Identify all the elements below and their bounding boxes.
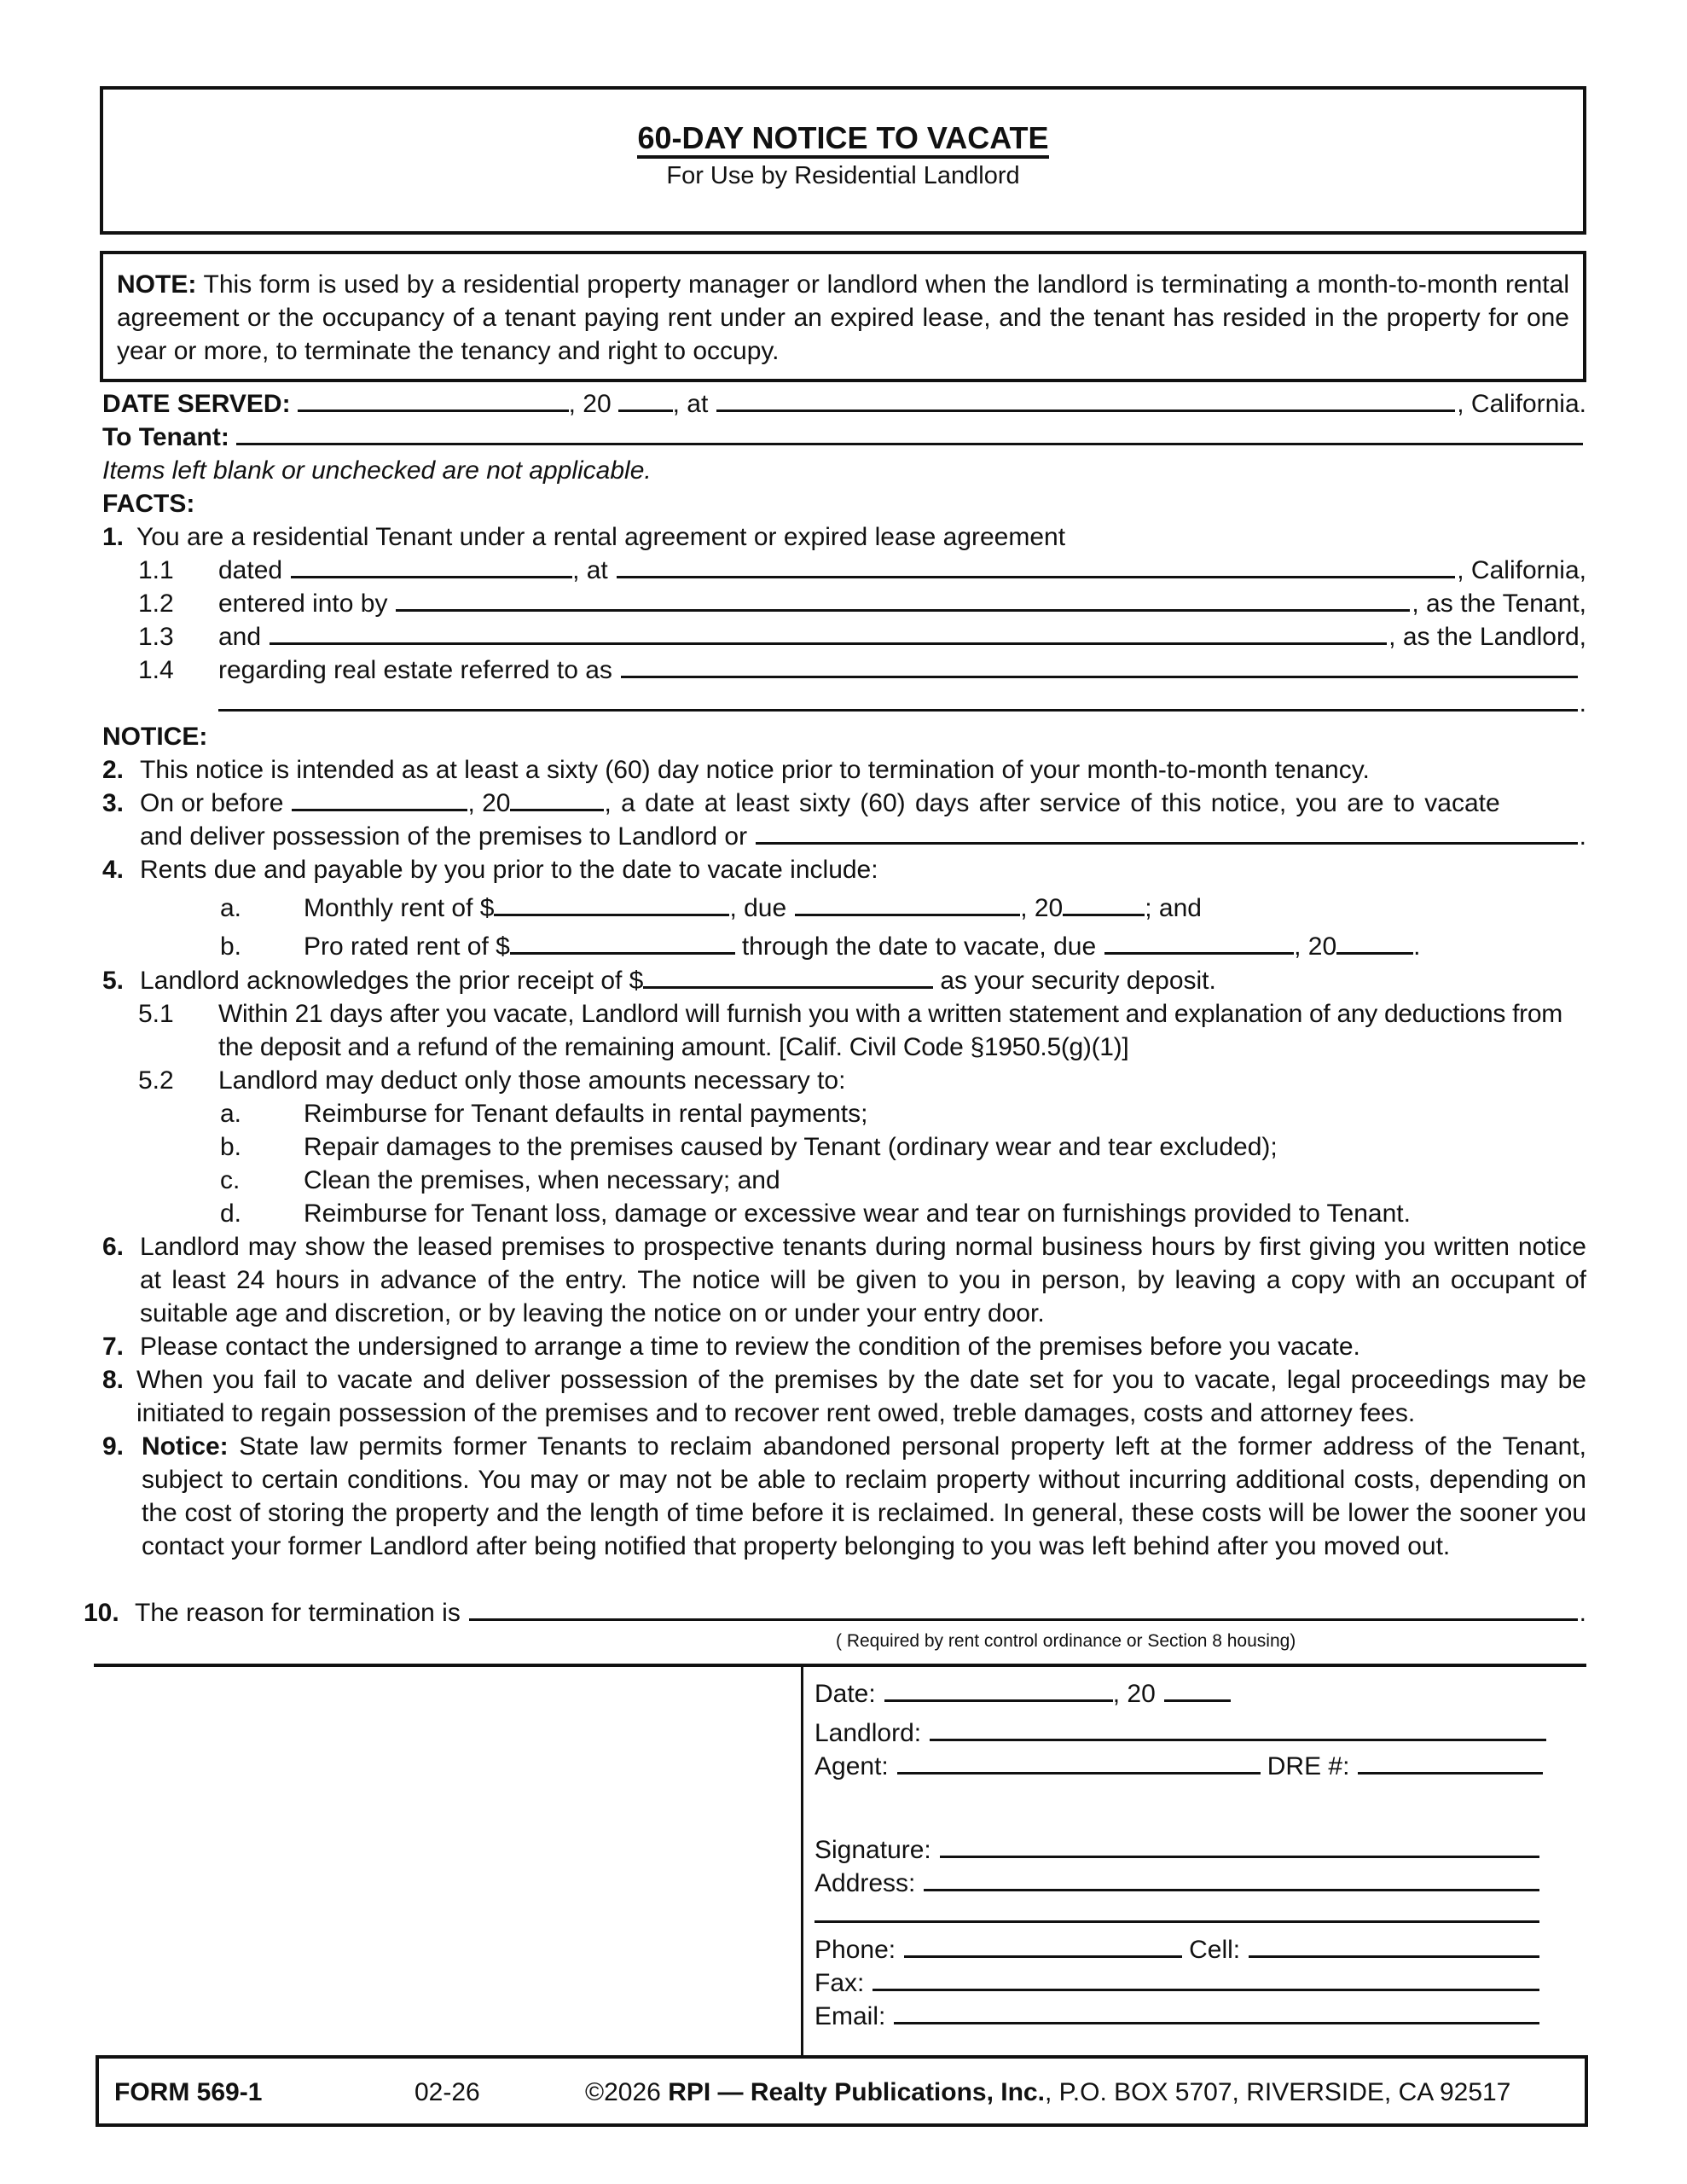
item-text: Landlord may show the leased premises to prospective tenants during normal business hours by first giving you written notice at least 24 hours in advance of the entry. The notice will be given to you in person, by leaving a copy with an occupant of suitable age and discretion, or by leaving the notice on or under your entry door. [140,1233,1586,1327]
note-text: This form is used by a residential property manager or landlord when the landlord is terminating a month-to-month rental agreement or the occupancy of a tenant paying rent under an expired lease, and the tenant has resided in the property for one year or more, to terminate the tenancy and right to occupy. [117,270,1569,365]
footer-box [96,2055,1588,2127]
notice-item-7 [102,1330,1360,1363]
sub-number: 1.4 [138,656,174,684]
landlord-name-field[interactable] [270,622,1387,645]
sub-text: Within 21 days after you vacate, Landlord will furnish you with a written statement and explanation of any deductions from the deposit and a refund of the remaining amount. [Calif. Civil Code §1950.5(g)(1)] [218,1000,1562,1061]
item-text: State law permits former Tenants to reclaim abandoned personal property left at the former address of the Tenant, subject to certain conditions. You may or may not be able to reclaim property without incurring additional costs, depending on the cost of storing the property and the length of time before it is reclaimed. In general, these costs will be lower the sooner you contact your former Landlord after being notified that property belonging to you was left behind after you moved out. [142,1432,1586,1560]
signature-field[interactable] [940,1835,1539,1858]
dated-location-field[interactable] [617,555,1455,578]
address-field-1[interactable] [924,1868,1539,1891]
date-label: Date: [815,1680,876,1708]
landlord-field[interactable] [930,1718,1546,1741]
year-prefix: , 20 [467,789,511,817]
to-tenant-field[interactable] [236,422,1583,445]
sub-number: 1.3 [138,623,174,651]
letter: c. [220,1166,241,1194]
fact-1-1 [138,554,1586,587]
monthly-due-date-field[interactable] [795,892,1020,916]
address-row [815,1867,1541,1900]
notice-item-5-2 [138,1064,845,1097]
note-box [100,251,1586,382]
cell-label: Cell: [1189,1936,1241,1964]
note-label: NOTE: [117,270,197,299]
item-number: 7. [102,1333,125,1361]
real-estate-field-2[interactable] [218,688,1578,712]
prorated-due-year-field[interactable] [1336,930,1413,955]
security-deposit-field[interactable] [643,964,933,989]
signature-divider [94,1664,1586,1667]
notice-item-4 [102,853,878,886]
form-body [84,387,1586,1667]
form-subtitle: For Use by Residential Landlord [666,162,1020,189]
blank-items-note: Items left blank or unchecked are not applicable. [102,456,652,485]
and-label: ; and [1145,894,1202,922]
letter: b. [220,932,242,961]
notice-label: Notice: [142,1432,229,1461]
vacate-date-field[interactable] [292,787,467,811]
year-prefix: , 20 [1112,1680,1156,1708]
real-estate-field-1[interactable] [621,655,1578,678]
deduction-text: Clean the premises, when necessary; and [304,1166,780,1194]
deliver-to-field[interactable] [756,822,1578,845]
sign-year-field[interactable] [1164,1677,1231,1702]
title-box [100,86,1586,235]
item-text: This notice is intended as at least a sixty (60) day notice prior to termination of your month-to-month tenancy. [140,756,1370,784]
period: . [1413,932,1421,961]
year-prefix: , 20 [1294,932,1337,961]
vacate-year-field[interactable] [510,787,604,811]
dre-field[interactable] [1358,1751,1543,1774]
notice-item-10 [84,1596,1586,1629]
to-tenant-row [102,421,1585,454]
year-prefix: , 20 [568,390,612,418]
deduction-b [220,1130,1278,1164]
agent-label: Agent: [815,1752,889,1780]
address-row-2 [815,1900,1541,1923]
item-text: The reason for termination is [135,1599,461,1627]
deduction-text: Reimburse for Tenant defaults in rental payments; [304,1100,868,1128]
as-landlord-label: , as the Landlord, [1388,623,1586,651]
item-number: 2. [102,756,125,784]
at-label: , at [672,390,709,418]
period: . [1579,689,1586,717]
sub-number: 5.2 [138,1066,174,1095]
fact-1-4 [138,653,1580,687]
due-label: , due [729,894,787,922]
facts-heading: FACTS: [102,490,195,518]
dated-label: dated [218,556,283,584]
notice-item-5 [102,964,1586,997]
item-number: 1. [102,523,125,551]
item-text: Rents due and payable by you prior to the date to vacate include: [140,856,878,884]
california-label: , California. [1457,390,1586,418]
through-label: through the date to vacate, due [741,932,1097,961]
item-number: 10. [84,1599,119,1627]
year-prefix: , 20 [1020,894,1064,922]
monthly-rent-label: Monthly rent of $ [304,894,495,922]
dated-field[interactable] [291,554,572,578]
sub-number: 1.2 [138,590,174,618]
email-label: Email: [815,2002,886,2030]
on-or-before-label: On or before [140,789,284,817]
item-text: Please contact the undersigned to arrange a time to review the condition of the premises before you vacate. [140,1333,1360,1361]
fact-1-2 [138,587,1586,620]
termination-reason-field[interactable] [469,1598,1578,1621]
publisher-name: RPI — Realty Publications, Inc. [668,2078,1045,2106]
signature-column-divider [801,1665,803,2056]
landlord-row [815,1716,1548,1750]
notice-item-2 [102,753,1370,787]
publisher-address: , P.O. BOX 5707, RIVERSIDE, CA 92517 [1044,2078,1511,2106]
termination-hint: ( Required by rent control ordinance or Section 8 housing) [836,1631,1296,1651]
email-row [815,2000,1541,2033]
address-field-2[interactable] [815,1900,1539,1923]
sub-number: 5.1 [138,1000,174,1028]
copyright-line [585,2076,1510,2109]
monthly-rent-field[interactable] [494,892,729,916]
signature-row [815,1833,1541,1867]
california-label: , California, [1457,556,1586,584]
letter: d. [220,1199,242,1228]
form-revision: 02-26 [415,2078,480,2106]
date-served-year-field[interactable] [618,387,673,412]
item-text: When you fail to vacate and deliver possession of the premises by the date set for you to vacate, legal proceedings may be initiated to regain possession of the premises and to recover rent owed, treble damages, costs and attorney fees. [136,1366,1586,1427]
landlord-label: Landlord: [815,1719,922,1747]
date-served-row [102,387,1586,421]
prorated-rent-field[interactable] [510,930,735,955]
prorated-rent-label: Pro rated rent of $ [304,932,510,961]
and-label: and [218,623,262,651]
letter: a. [220,894,242,922]
item-text: You are a residential Tenant under a rental agreement or expired lease agreement [136,523,1066,551]
monthly-due-year-field[interactable] [1063,892,1145,916]
real-estate-label: regarding real estate referred to as [218,656,612,684]
phone-row [815,1933,1541,1966]
letter: b. [220,1133,242,1161]
deduction-d [220,1197,1411,1230]
fact-1-4-continued [218,687,1586,720]
date-served-location-field[interactable] [716,389,1455,412]
sub-number: 1.1 [138,556,174,584]
item-number: 3. [102,789,125,817]
fax-field[interactable] [872,1968,1539,1991]
deduction-c [220,1164,780,1197]
address-label: Address: [815,1869,916,1897]
date-served-date-field[interactable] [298,387,569,412]
deposit-label: Landlord acknowledges the prior receipt of $ [140,967,644,995]
cell-field[interactable] [1249,1935,1539,1958]
item-number: 6. [102,1233,125,1261]
item-number: 9. [102,1432,125,1461]
phone-label: Phone: [815,1936,896,1964]
fax-row [815,1966,1541,2000]
phone-field[interactable] [904,1933,1182,1958]
to-tenant-label: To Tenant: [102,423,229,451]
fact-item-1 [102,520,1065,554]
form-number: FORM 569-1 [114,2078,263,2106]
form-title: 60-DAY NOTICE TO VACATE [637,120,1048,159]
fact-1-3 [138,620,1586,653]
dre-label: DRE #: [1267,1752,1350,1780]
notice-item-3 [102,787,1586,820]
notice-item-4b [220,930,1586,963]
deduction-a [220,1097,867,1130]
agent-row [815,1750,1545,1783]
signature-block [815,1672,1548,2048]
item-text: , a date at least sixty (60) days after service of this notice, you are to vacate [604,789,1500,817]
item-number: 8. [102,1366,125,1394]
agent-field[interactable] [897,1750,1261,1774]
deduction-text: Reimburse for Tenant loss, damage or excessive wear and tear on furnishings provided to Tenant. [304,1199,1411,1228]
sub-text: Landlord may deduct only those amounts necessary to: [218,1066,846,1095]
notice-item-3-line2 [140,820,1586,853]
deposit-suffix: as your security deposit. [940,967,1216,995]
email-field[interactable] [894,2001,1539,2024]
signature-label: Signature: [815,1836,931,1864]
item-number: 5. [102,967,125,995]
sign-date-field[interactable] [884,1677,1113,1702]
deliver-possession-label: and deliver possession of the premises to Landlord or [140,822,748,851]
deduction-text: Repair damages to the premises caused by Tenant (ordinary wear and tear excluded); [304,1133,1278,1161]
entered-into-label: entered into by [218,590,388,618]
date-served-label: DATE SERVED: [102,390,291,418]
period: . [1579,822,1586,851]
tenant-name-field[interactable] [396,589,1410,612]
copyright-year: ©2026 [585,2078,661,2106]
notice-heading: NOTICE: [102,723,208,751]
period: . [1579,1599,1586,1627]
prorated-due-date-field[interactable] [1104,930,1294,955]
item-number: 4. [102,856,125,884]
fax-label: Fax: [815,1969,865,1997]
as-tenant-label: , as the Tenant, [1412,590,1586,618]
letter: a. [220,1100,242,1128]
at-label: , at [572,556,608,584]
sign-date-row [815,1677,1548,1711]
notice-item-4a [220,892,1586,925]
